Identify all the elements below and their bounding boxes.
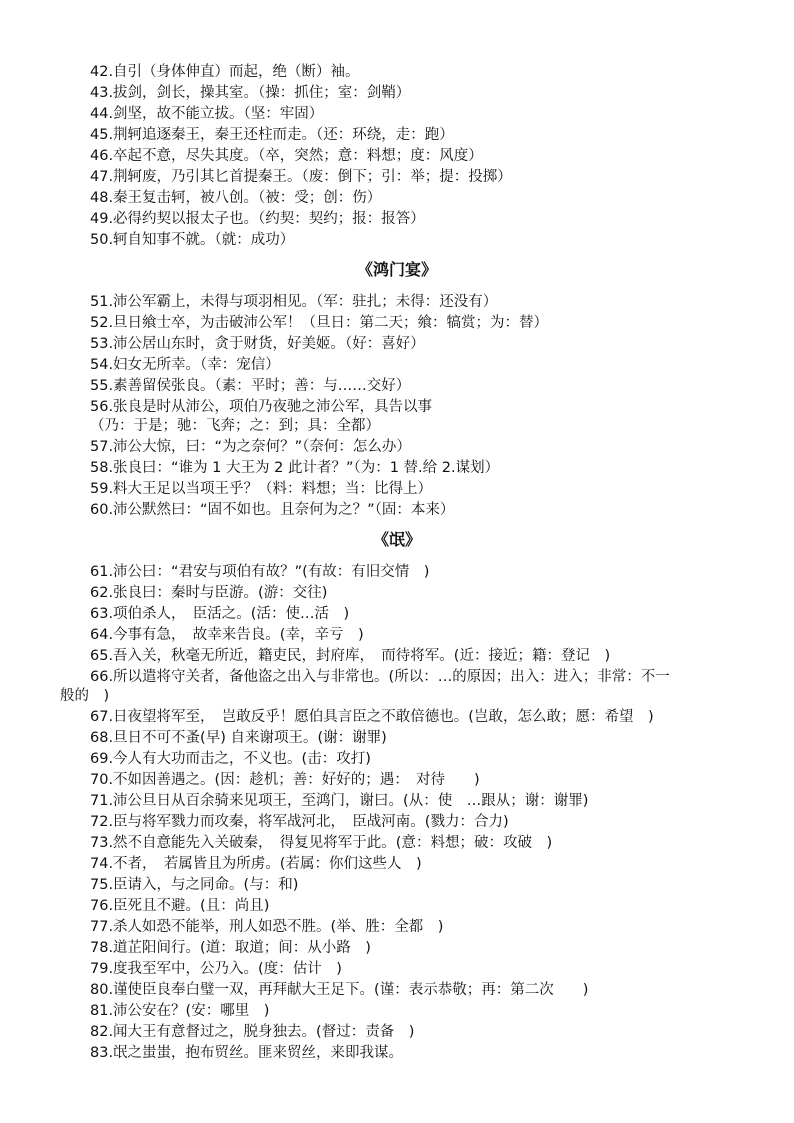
section-heading-mang: 《氓》	[372, 530, 421, 549]
text-line-71: 71.沛公旦日从百余骑来见项王，至鸿门，谢曰。(从：使 …跟从；谢：谢罪)	[90, 793, 589, 809]
text-line-62: 62.张良曰：秦时与臣游。(游：交往)	[90, 585, 328, 601]
text-line-72: 72.臣与将军戮力而攻秦，将军战河北， 臣战河南。(戮力：合力)	[90, 814, 509, 830]
text-line-81: 81.沛公安在？(安：哪里 )	[90, 1003, 270, 1019]
text-line-53: 53.沛公居山东时，贪于财货，好美姬。（好：喜好）	[90, 336, 425, 352]
text-line-45: 45.荆轲追逐秦王，秦王还柱而走。（还：环绕，走：跑）	[90, 127, 454, 143]
text-line-67: 67.日夜望将军至， 岂敢反乎！愿伯具言臣之不敢倍德也。(岂敢，怎么敢；愿：希望 )	[90, 709, 654, 725]
text-line-79: 79.度我至军中，公乃入。(度：估计 )	[90, 961, 342, 977]
text-line-80: 80.谨使臣良奉白璧一双，再拜献大王足下。(谨：表示恭敬；再：第二次 )	[90, 982, 589, 998]
text-line-48: 48.秦王复击轲，被八创。（被：受；创：伤）	[90, 190, 382, 206]
text-line-57: 57.沛公大惊，曰：“为之奈何？”（奈何：怎么办）	[90, 439, 411, 455]
text-line-51: 51.沛公军霸上，未得与项羽相见。（军：驻扎；未得：还没有）	[90, 294, 498, 310]
text-line-66-continued: 般的 )	[60, 688, 110, 704]
text-line-63: 63.项伯杀人， 臣活之。(活：使…活 )	[90, 606, 350, 622]
text-line-60: 60.沛公默然曰：“固不如也。且奈何为之？”（固：本来）	[90, 502, 455, 518]
text-line-56: 56.张良是时从沛公，项伯乃夜驰之沛公军，具告以事	[90, 399, 433, 415]
text-line-47: 47.荆轲废，乃引其匕首提秦王。（废：倒下；引：举；提：投掷）	[90, 169, 512, 185]
text-line-75: 75.臣请入，与之同命。(与：和)	[90, 877, 299, 893]
text-line-74: 74.不者， 若属皆且为所虏。(若属：你们这些人 )	[90, 856, 422, 872]
text-line-64: 64.今事有急， 故幸来告良。(幸，辛亏 )	[90, 627, 364, 643]
text-line-76: 76.臣死且不避。(且：尚且)	[90, 898, 270, 914]
text-line-56-continued: （乃：于是；驰：飞奔；之：到；具：全都）	[90, 418, 380, 434]
text-line-58: 58.张良曰：“谁为 1 大王为 2 此计者？”（为：1 替.给 2.谋划）	[90, 460, 500, 476]
text-line-59: 59.料大王足以当项王乎？（料：料想；当：比得上）	[90, 481, 433, 497]
text-line-73: 73.然不自意能先入关破秦， 得复见将军于此。(意：料想；破：攻破 )	[90, 835, 553, 851]
text-line-82: 82.闻大王有意督过之，脱身独去。(督过：责备 )	[90, 1024, 415, 1040]
text-line-44: 44.剑坚，故不能立拔。（坚：牢固）	[90, 106, 324, 122]
text-line-46: 46.卒起不意，尽失其度。（卒，突然；意：料想；度：风度）	[90, 148, 483, 164]
text-line-83: 83.氓之蚩蚩，抱布贸丝。匪来贸丝，来即我谋。	[90, 1045, 404, 1061]
text-line-50: 50.轲自知事不就。（就：成功）	[90, 232, 295, 248]
text-line-42: 42.自引（身体伸直）而起，绝（断）袖。	[90, 64, 360, 80]
text-line-77: 77.杀人如恐不能举，刑人如恐不胜。(举、胜：全都 )	[90, 919, 444, 935]
text-line-78: 78.道芷阳间行。(道：取道；间：从小路 )	[90, 940, 371, 956]
text-line-55: 55.素善留侯张良。（素：平时；善：与……交好）	[90, 378, 411, 394]
text-line-54: 54.妇女无所幸。（幸：宠信）	[90, 357, 280, 373]
text-line-65: 65.吾入关，秋毫无所近，籍吏民，封府库， 而待将军。(近：接近；籍：登记 )	[90, 648, 611, 664]
text-line-61: 61.沛公曰：“君安与项伯有故？”(有故：有旧交情 )	[90, 564, 430, 580]
text-line-66: 66.所以遣将守关者，备他盗之出入与非常也。(所以：…的原因；出入：进入；非常：不一	[90, 669, 670, 685]
text-line-68: 68.旦日不可不蚤(早) 自来谢项王。(谢：谢罪)	[90, 730, 387, 746]
text-line-69: 69.今人有大功而击之，不义也。(击：攻打)	[90, 751, 371, 767]
text-line-52: 52.旦日飨士卒，为击破沛公军！（旦日：第二天；飨：犒赏；为：替）	[90, 315, 549, 331]
text-line-70: 70.不如因善遇之。(因：趁机；善：好好的；遇： 对待 )	[90, 772, 480, 788]
text-line-49: 49.必得约契以报太子也。（约契：契约；报：报答）	[90, 211, 425, 227]
text-line-43: 43.拔剑，剑长，操其室。（操：抓住；室：剑鞘）	[90, 85, 411, 101]
section-heading-hongmenyan: 《鸿门宴》	[356, 260, 437, 279]
